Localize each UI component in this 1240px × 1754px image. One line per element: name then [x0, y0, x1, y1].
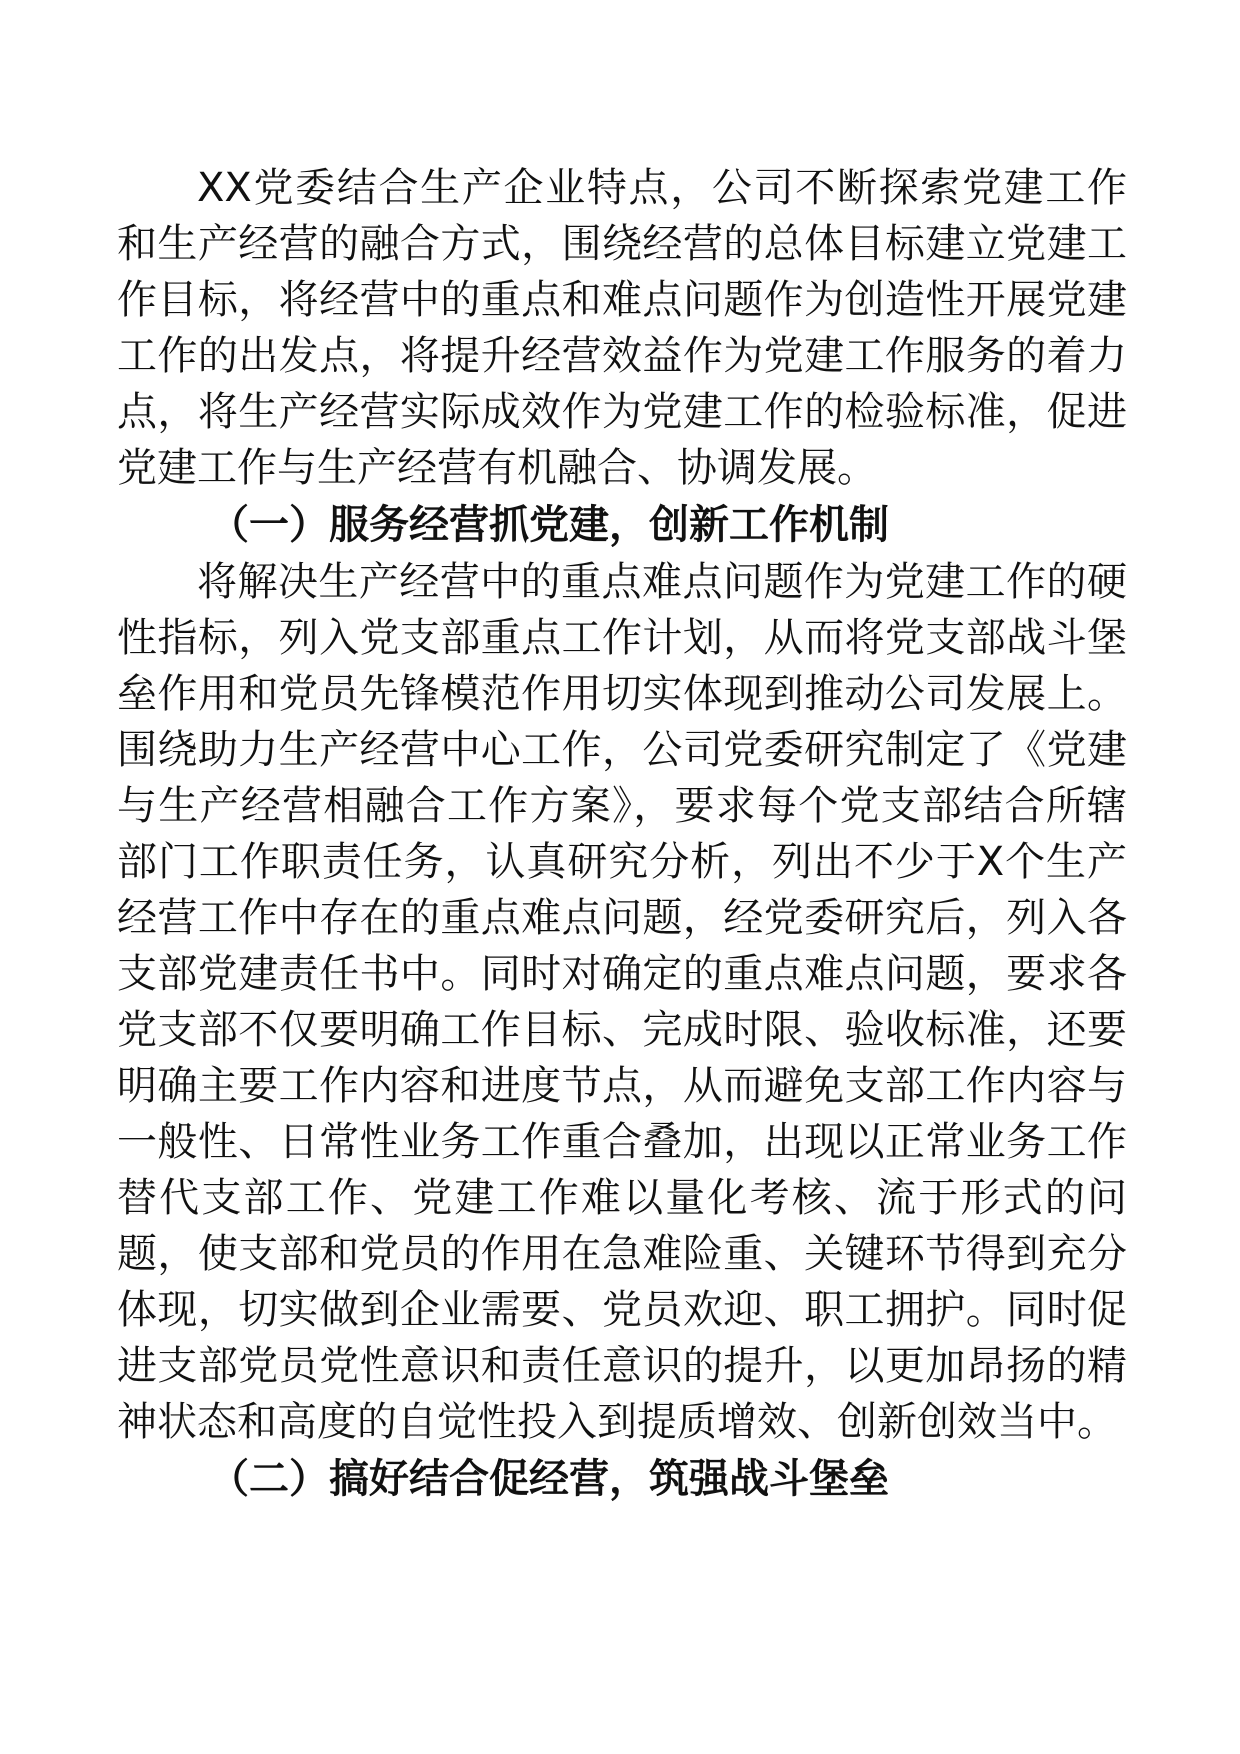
paragraph-section-1: 将解决生产经营中的重点难点问题作为党建工作的硬性指标，列入党支部重点工作计划，从而将党支部战斗堡垒作用和党员先锋模范作用切实体现到推动公司发展上。围绕助力生产经营中心工作，公司党委研究制定了《党建与生产经营相融合工作方案》，要求每个党支部结合所辖部门工作职责任务，认真研究分析，列出不少于X个生产经营工作中存在的重点难点问题，经党委研究后，列入各支部党建责任书中。同时对确定的重点难点问题，要求各党支部不仅要明确工作目标、完成时限、验收标准，还要明确主要工作内容和进度节点，从而避免支部工作内容与一般性、日常性业务工作重合叠加，出现以正常业务工作替代支部工作、党建工作难以量化考核、流于形式的问题，使支部和党员的作用在急难险重、关键环节得到充分体现，切实做到企业需要、党员欢迎、职工拥护。同时促进支部党员党性意识和责任意识的提升，以更加昂扬的精神状态和高度的自觉性投入到提质增效、创新创效当中。: [117, 559, 1127, 1445]
section-heading-2: （二）搞好结合促经营，筑强战斗堡垒: [209, 1456, 889, 1502]
paragraph-intro: XX党委结合生产企业特点，公司不断探索党建工作和生产经营的融合方式，围绕经营的总体目标建立党建工作目标，将经营中的重点和难点问题作为创造性开展党建工作的出发点，将提升经营效益作为党建工作服务的着力点，将生产经营实际成效作为党建工作的检验标准，促进党建工作与生产经营有机融合、协调发展。: [117, 165, 1127, 491]
document-body: [117, 160, 1127, 1508]
section-heading-1: （一）服务经营抓党建，创新工作机制: [209, 502, 889, 548]
